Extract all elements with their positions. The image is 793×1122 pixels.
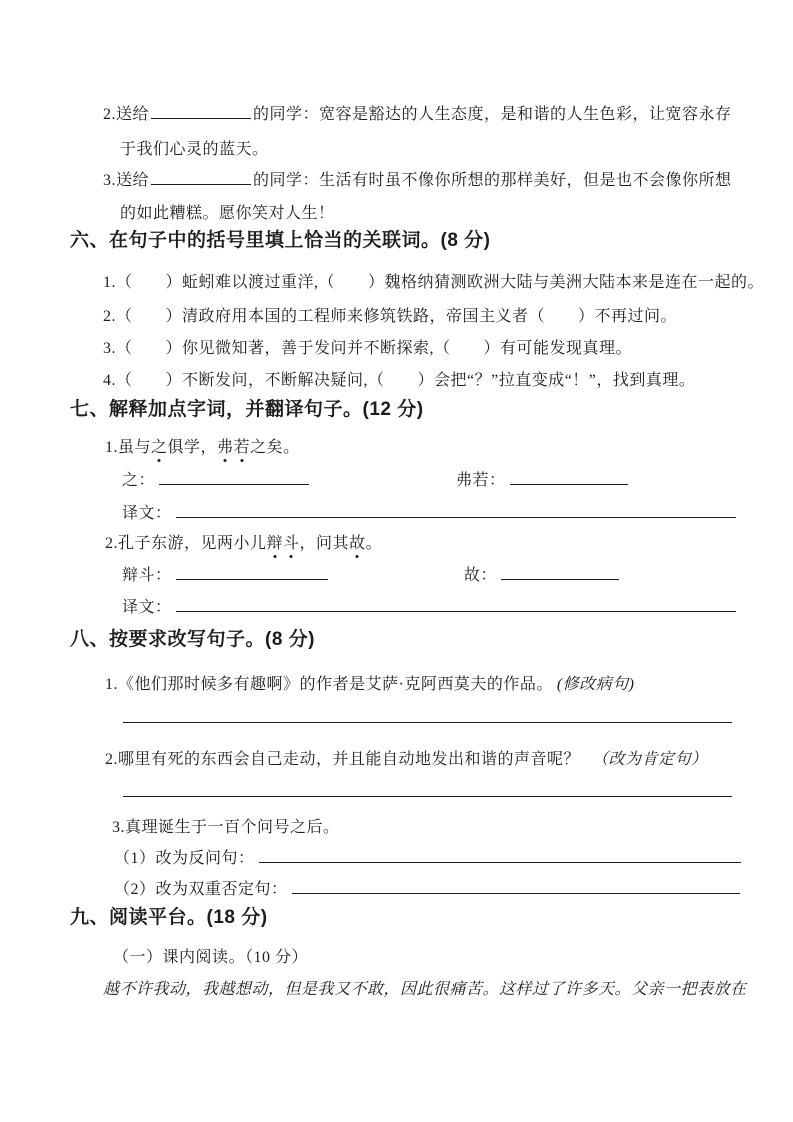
section-7-q1-number: 1. (105, 439, 118, 456)
section-6-item-3: 3.（ ）你见微知著，善于发问并不断探索,（ ）有可能发现真理。 (103, 340, 633, 357)
gift-item-3-line-1 (103, 170, 732, 191)
section-7-q1-label-b: 弗若： (456, 472, 506, 489)
section-9-part1-heading: （一）课内阅读。（10 分） (113, 949, 309, 966)
section-7-title: 七、解释加点字词，并翻译句子。(12 分) (70, 399, 424, 420)
gift-item-2-lead: 2.送给 (103, 106, 150, 123)
answer-blank (159, 470, 309, 485)
gift-item-2-text: 的同学：宽容是豁达的人生态度，是和谐的人生色彩，让宽容永存 (253, 106, 732, 123)
section-7-q2-sentence (105, 533, 382, 554)
section-7-q1-label-trans: 译文： (122, 505, 172, 522)
section-8-q3-sub2-label: （2）改为双重否定句： (114, 881, 288, 898)
section-8-q3: 3.真理诞生于一百个问号之后。 (112, 819, 340, 836)
section-6-item-1: 1.（ ）蚯蚓难以渡过重洋,（ ）魏格纳猜测欧洲大陆与美洲大陆本来是连在一起的。 (103, 274, 765, 291)
section-7-q2-text: 孔子东游，见两小儿辩斗，问其故。 (118, 535, 383, 552)
section-8-q1-text: 1.《他们那时候多有趣啊》的作者是艾萨·克阿西莫夫的作品。 (105, 676, 553, 693)
section-8-q2 (105, 749, 708, 770)
section-7-q1-text: 虽与之俱学，弗若之矣。 (118, 439, 300, 456)
gift-item-3-lead: 3.送给 (103, 172, 150, 189)
section-7-q2-number: 2. (105, 535, 118, 552)
section-8-title: 八、按要求改写句子。(8 分) (70, 629, 316, 650)
section-8-q3-sub2 (114, 879, 740, 900)
section-6-item-4: 4.（ ）不断发问，不断解决疑问,（ ）会把“？”拉直变成“！”，找到真理。 (103, 372, 696, 389)
answer-blank (176, 503, 736, 518)
answer-line (123, 796, 732, 797)
section-7-q1-sentence (105, 437, 300, 458)
answer-blank (151, 104, 251, 119)
gift-item-3-line-2: 的如此糟糕。愿你笑对人生！ (120, 205, 335, 222)
answer-blank (259, 848, 741, 863)
answer-blank (510, 470, 628, 485)
answer-blank (292, 879, 740, 894)
gift-item-3-text: 的同学：生活有时虽不像你所想的那样美好，但是也不会像你所想 (253, 172, 732, 189)
section-7-q2-label-trans: 译文： (122, 599, 172, 616)
section-7-q1-answer-a (122, 470, 309, 491)
section-7-q2-label-a: 辩斗： (122, 567, 172, 584)
section-8-q3-sub1-label: （1）改为反问句： (114, 850, 255, 867)
section-9-title: 九、阅读平台。(18 分) (70, 907, 268, 928)
section-7-q1-label-a: 之： (122, 472, 156, 489)
gift-item-2-line-2: 于我们心灵的蓝天。 (120, 141, 269, 158)
answer-blank (151, 170, 251, 185)
section-7-q1-answer-b (456, 470, 628, 491)
section-8-q2-text: 2.哪里有死的东西会自己走动，并且能自动地发出和谐的声音呢？ (105, 751, 581, 768)
section-7-q2-translation (122, 597, 736, 618)
section-8-q1 (105, 674, 635, 695)
section-8-q1-note: (修改病句) (556, 676, 635, 693)
section-6-title: 六、在句子中的括号里填上恰当的关联词。(8 分) (70, 230, 491, 251)
section-8-q2-note: （改为肯定句） (592, 751, 708, 768)
section-7-q2-answer-a (122, 565, 328, 586)
answer-blank (176, 565, 328, 580)
section-6-item-2: 2.（ ）清政府用本国的工程师来修筑铁路，帝国主义者（ ）不再过问。 (103, 308, 678, 325)
section-8-q3-sub1 (114, 848, 741, 869)
answer-blank (501, 565, 619, 580)
section-7-q2-label-b: 故： (464, 567, 498, 584)
answer-blank (176, 597, 736, 612)
section-9-passage-line-1: 越不许我动，我越想动，但是我又不敢，因此很痛苦。这样过了许多天。父亲一把表放在 (103, 981, 747, 998)
section-7-q1-translation (122, 503, 736, 524)
answer-line (123, 722, 732, 723)
gift-item-2-line-1 (103, 104, 732, 125)
section-7-q2-answer-b (464, 565, 619, 586)
